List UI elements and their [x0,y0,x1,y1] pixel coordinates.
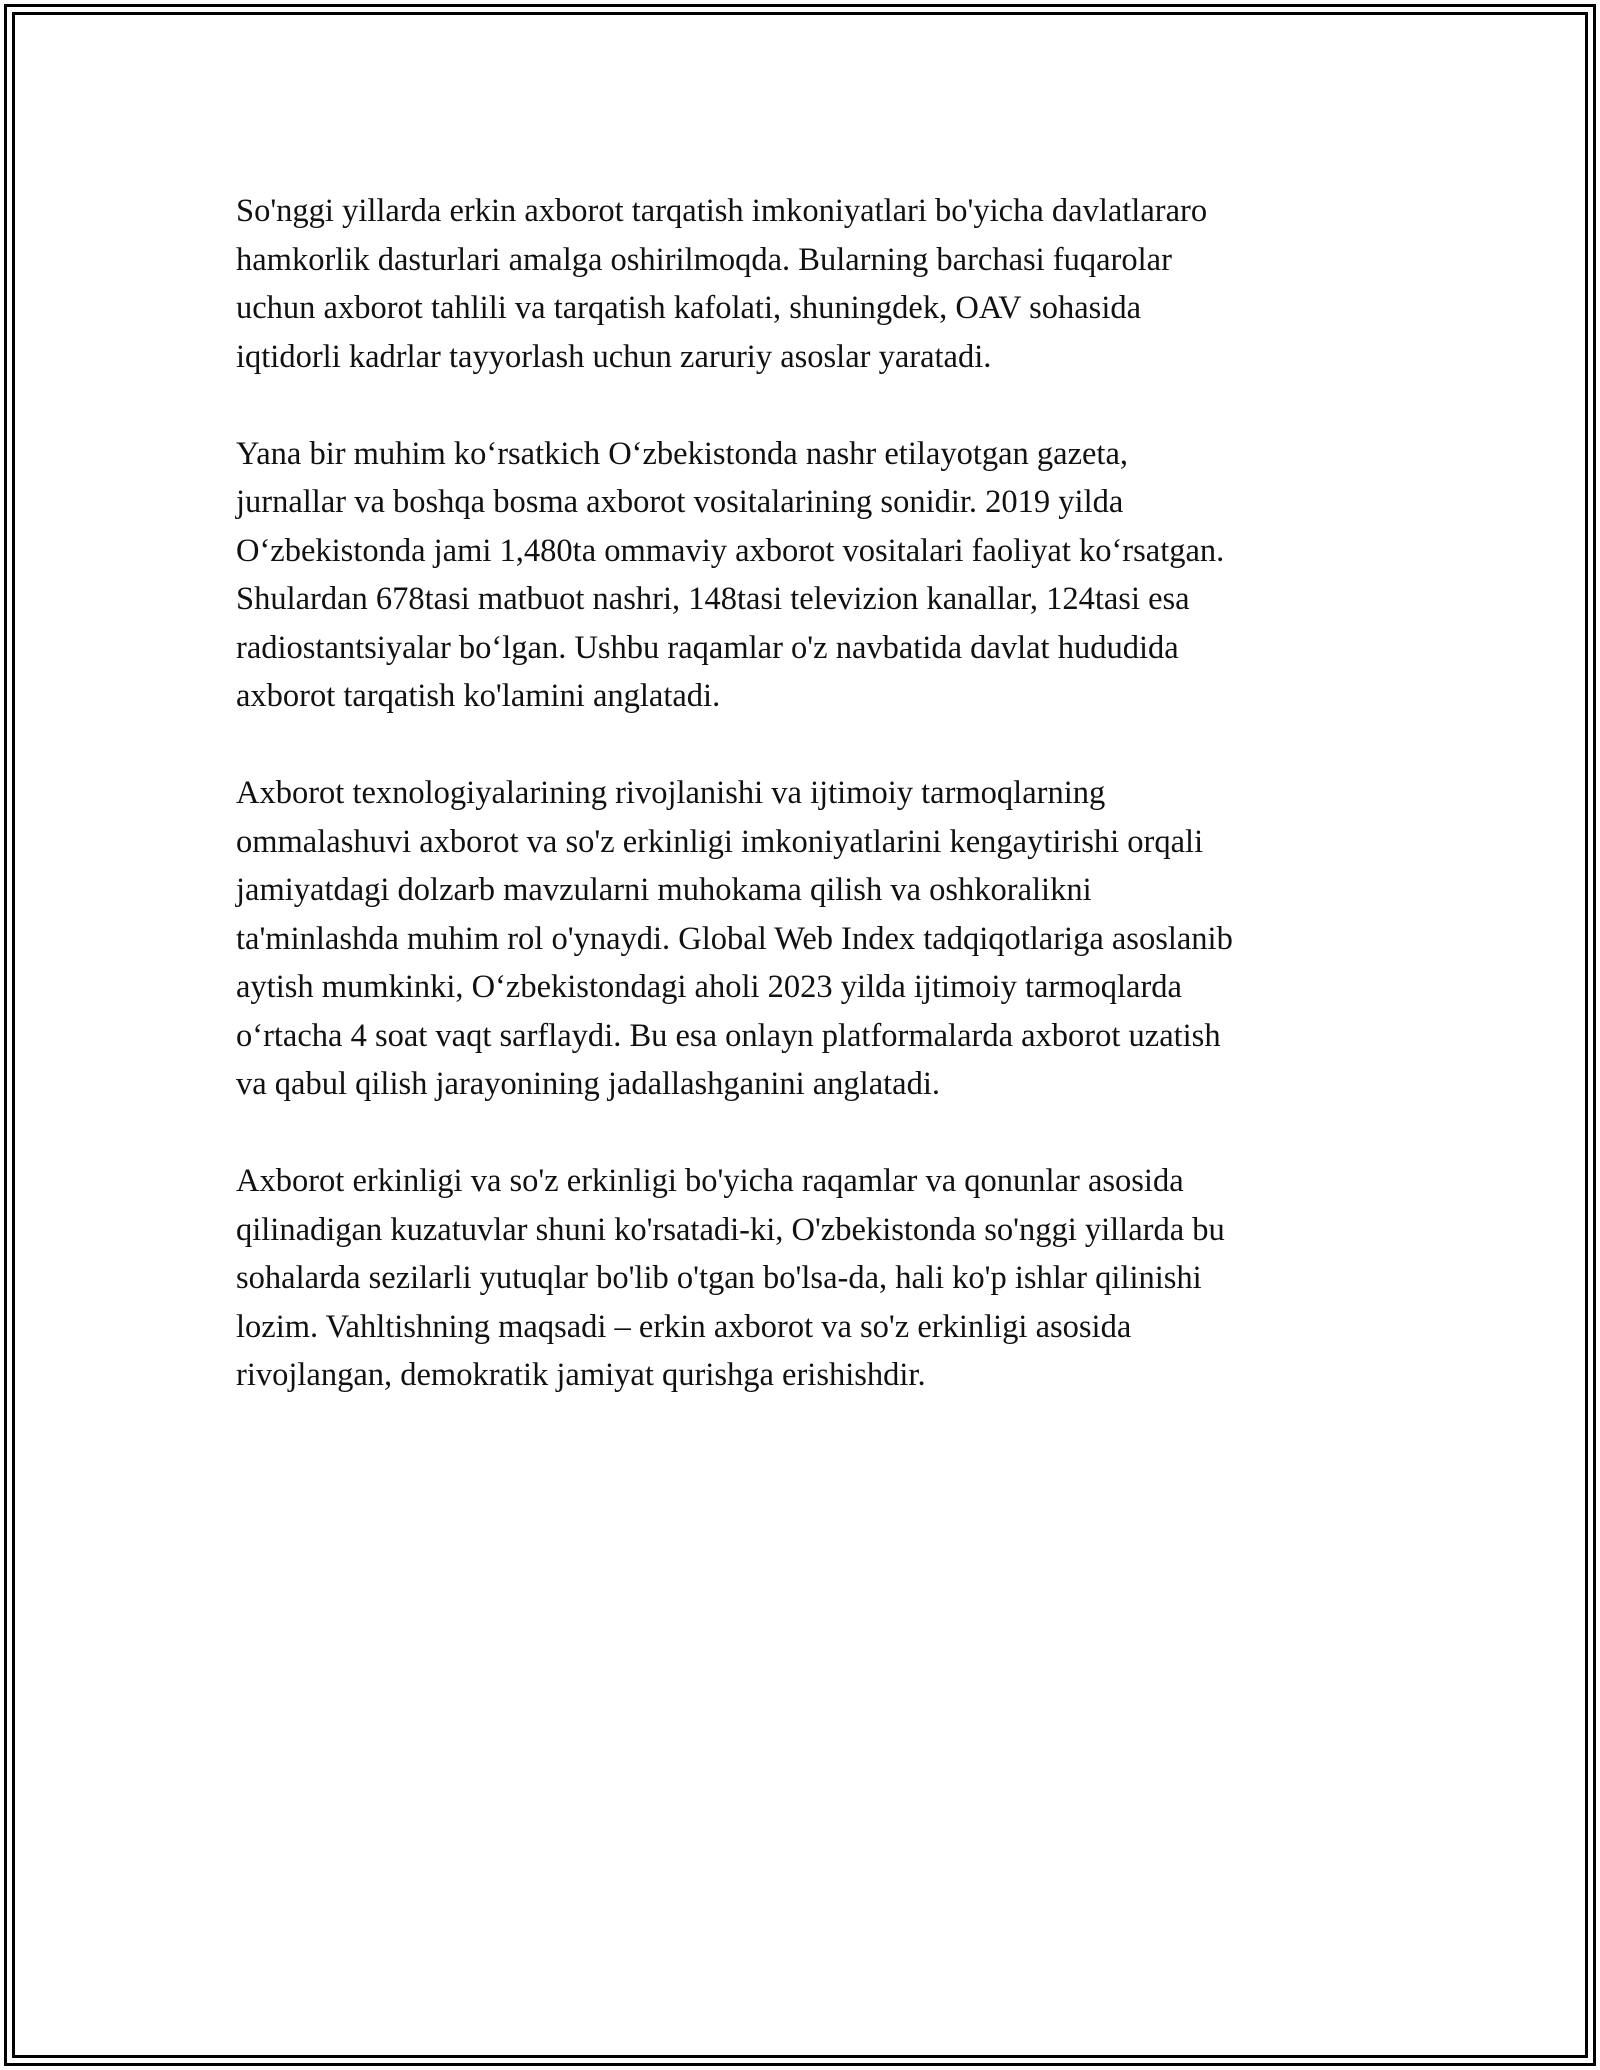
paragraph-2: Yana bir muhim ko‘rsatkich O‘zbekistonda nashr etilayotgan gazeta, jurnallar va boshqa bosma axborot vositalarining sonidir. 2019 yilda O‘zbekistonda jami 1,480ta ommaviy axborot vositalari faoliyat ko‘rsatgan. Shulardan 678tasi matbuot nashri, 148tasi televizion kanallar, 124tasi esa radiostantsiyalar bo‘lgan. Ushbu raqamlar o'z navbatida davlat hududida axborot tarqatish ko'lamini anglatadi. [236,435,1225,714]
paragraph-3: Axborot texnologiyalarining rivojlanishi va ijtimoiy tarmoqlarning ommalashuvi axborot va so'z erkinligi imkoniyatlarini kengaytirishi orqali jamiyatdagi dolzarb mavzularni muhokama qilish va oshkoralikni ta'minlashda muhim rol o'ynaydi. Global Web Index tadqiqotlariga asoslanib aytish mumkinki, O‘zbekistondagi aholi 2023 yilda ijtimoiy tarmoqlarda o‘rtacha 4 soat vaqt sarflaydi. Bu esa onlayn platformalarda axborot uzatish va qabul qilish jarayonining jadallashganini anglatadi. [236,775,1233,1102]
document-body [236,187,1386,1448]
paragraph-1: So'nggi yillarda erkin axborot tarqatish imkoniyatlari bo'yicha davlatlararo hamkorlik dasturlari amalga oshirilmoqda. Bularning barchasi fuqarolar uchun axborot tahlili va tarqatish kafolati, shuningdek, OAV sohasida iqtidorli kadrlar tayyorlash uchun zaruriy asoslar yaratadi. [236,193,1208,375]
paragraph-4: Axborot erkinligi va so'z erkinligi bo'yicha raqamlar va qonunlar asosida qilinadigan kuzatuvlar shuni ko'rsatadi-ki, O'zbekistonda so'nggi yillarda bu sohalarda sezilarli yutuqlar bo'lib o'tgan bo'lsa-da, hali ko'p ishlar qilinishi lozim. Vahltishning maqsadi – erkin axborot va so'z erkinligi asosida rivojlangan, demokratik jamiyat qurishga erishishdir. [236,1163,1225,1393]
